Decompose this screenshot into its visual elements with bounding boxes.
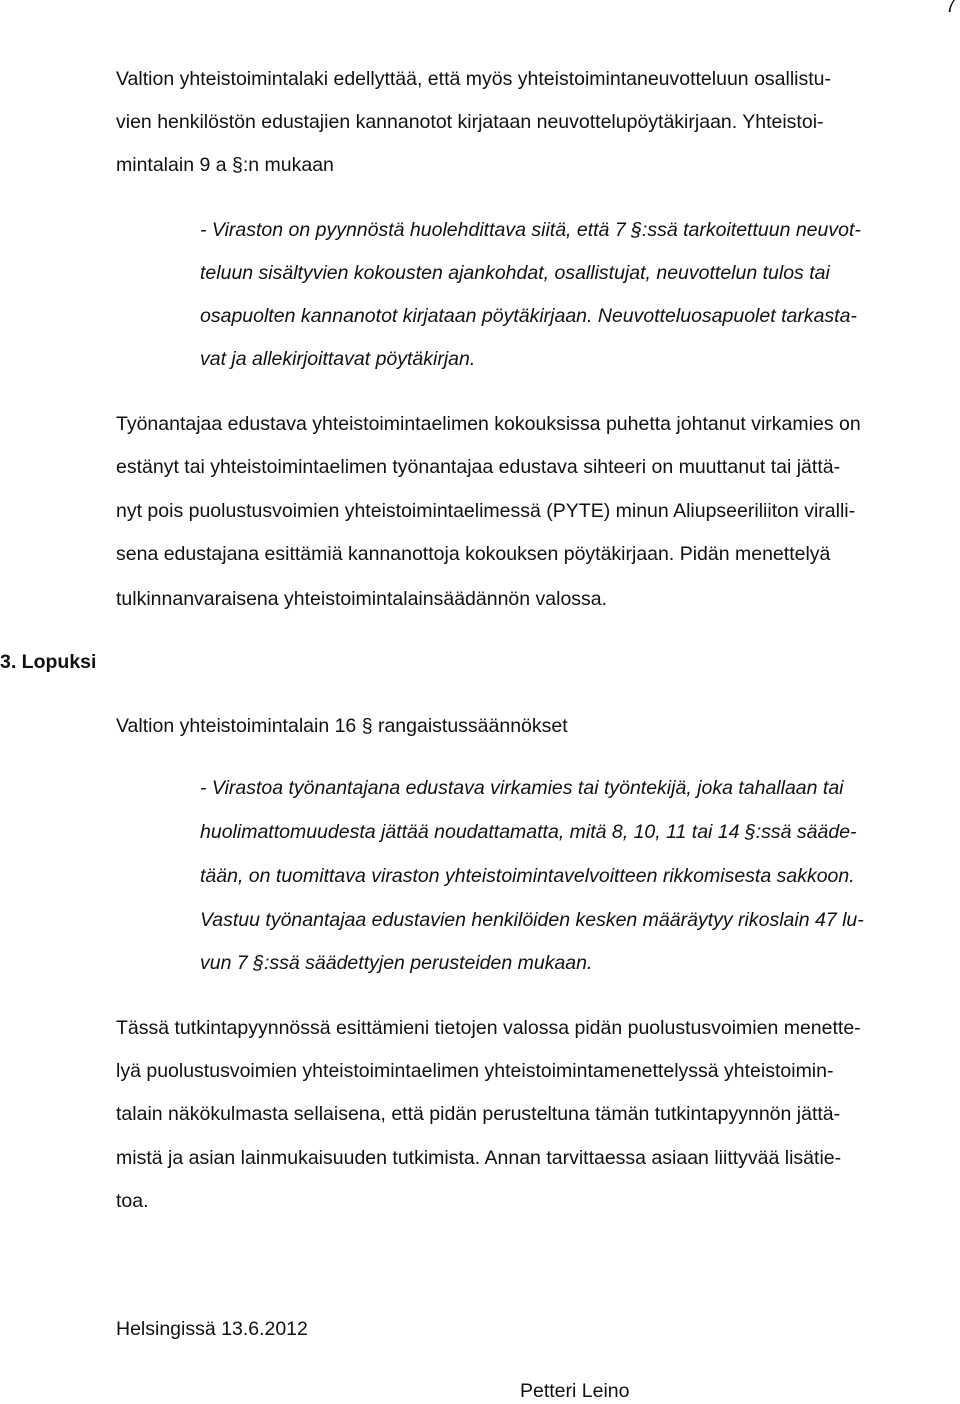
text-line: vien henkilöstön edustajien kannanotot kirjataan neuvottelupöytäkirjaan. Yhteistoi-: [116, 111, 824, 133]
page-number: 7: [945, 0, 956, 17]
text-line: estänyt tai yhteistoimintaelimen työnantajaa edustava sihteeri on muuttanut tai jättä-: [116, 456, 841, 478]
text-line: tulkinnanvaraisena yhteistoimintalainsäädännön valossa.: [116, 588, 608, 610]
signature-name: Petteri Leino: [520, 1380, 630, 1402]
text-line: Työnantajaa edustava yhteistoimintaelimen kokouksissa puhetta johtanut virkamies on: [116, 413, 861, 435]
section-heading: 3. Lopuksi: [0, 651, 97, 673]
quote-line: vat ja allekirjoittavat pöytäkirjan.: [200, 348, 476, 370]
text-line: mistä ja asian lainmukaisuuden tutkimista. Annan tarvittaessa asiaan liittyvää lisätie-: [116, 1147, 842, 1169]
quote-line: Vastuu työnantajaa edustavien henkilöiden kesken määräytyy rikoslain 47 lu-: [200, 909, 864, 931]
quote-line: teluun sisältyvien kokousten ajankohdat, osallistujat, neuvottelun tulos tai: [200, 262, 830, 284]
text-line: talain näkökulmasta sellaisena, että pidän perusteltuna tämän tutkintapyynnön jättä-: [116, 1103, 841, 1125]
quote-line: osapuolten kannanotot kirjataan pöytäkirjaan. Neuvotteluosapuolet tarkasta-: [200, 305, 857, 327]
text-line: mintalain 9 a §:n mukaan: [116, 154, 334, 176]
text-line: Tässä tutkintapyynnössä esittämieni tietojen valossa pidän puolustusvoimien menette-: [116, 1017, 861, 1039]
text-line: lyä puolustusvoimien yhteistoimintaelimen yhteistoimintamenettelyssä yhteistoimin-: [116, 1060, 834, 1082]
paragraph-penalty-intro: Valtion yhteistoimintalain 16 § rangaistussäännökset: [116, 715, 568, 737]
place-date: Helsingissä 13.6.2012: [116, 1318, 308, 1340]
quote-line: huolimattomuudesta jättää noudattamatta, mitä 8, 10, 11 tai 14 §:ssä sääde-: [200, 821, 857, 843]
text-line: nyt pois puolustusvoimien yhteistoimintaelimessä (PYTE) minun Aliupseeriliiton viralli-: [116, 500, 856, 522]
quote-line: tään, on tuomittava viraston yhteistoimintavelvoitteen rikkomisesta sakkoon.: [200, 865, 855, 887]
quote-line: - Viraston on pyynnöstä huolehdittava siitä, että 7 §:ssä tarkoitettuun neuvot-: [200, 219, 861, 241]
text-line: Valtion yhteistoimintalaki edellyttää, että myös yhteistoimintaneuvotteluun osallistu-: [116, 68, 832, 90]
quote-line: - Virastoa työnantajana edustava virkamies tai työntekijä, joka tahallaan tai: [200, 777, 844, 799]
text-line: toa.: [116, 1190, 149, 1212]
text-line: sena edustajana esittämiä kannanottoja kokouksen pöytäkirjaan. Pidän menettelyä: [116, 543, 831, 565]
quote-line: vun 7 §:ssä säädettyjen perusteiden mukaan.: [200, 952, 593, 974]
